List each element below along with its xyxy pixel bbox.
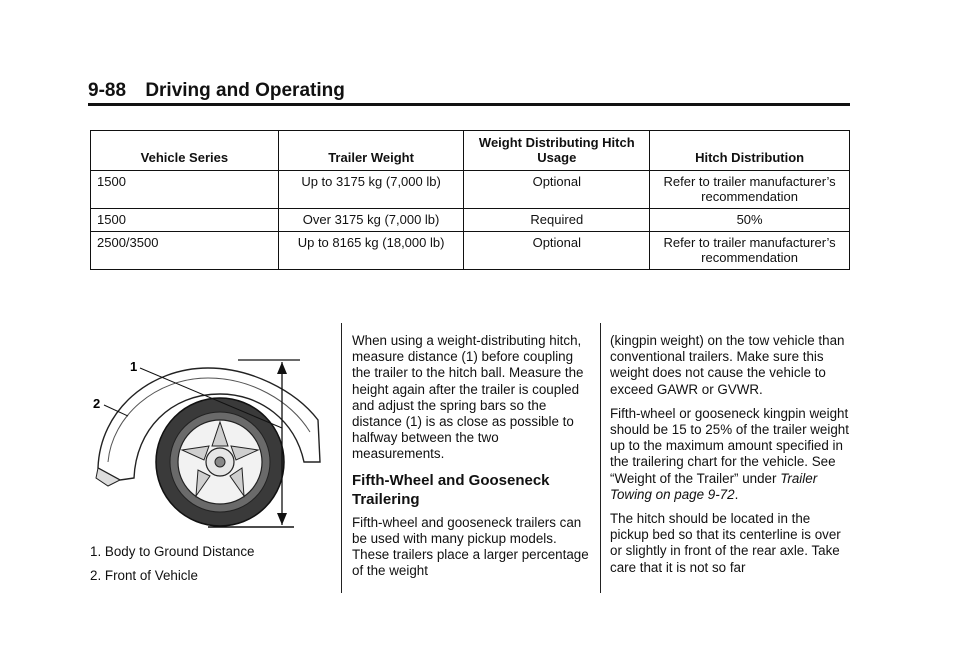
wheel-measurement-illustration: [90, 350, 330, 530]
table-cell: Optional: [464, 171, 650, 209]
table-header: Trailer Weight: [278, 131, 464, 171]
column-divider: [600, 323, 601, 593]
table-cell: Refer to trailer manufacturer’s recommendation: [650, 232, 850, 270]
paragraph-text: Fifth-wheel or gooseneck kingpin weight should be 15 to 25% of the trailer weight up to the maximum amount specified in the trailering chart for the vehicle. See “Weight of the Trailer” under: [610, 405, 849, 486]
column-divider: [341, 323, 342, 593]
caption-item: 1. Body to Ground Distance: [90, 544, 255, 559]
paragraph: [610, 406, 850, 503]
paragraph: The hitch should be located in the pickup bed so that its centerline is over or slightly in front of the rear axle. Take care that it is not so far: [610, 511, 841, 575]
page-header: [88, 80, 345, 102]
text-column-3: [610, 333, 850, 584]
paragraph: (kingpin weight) on the tow vehicle than conventional trailers. Make sure this weight does not cause the vehicle to exceed GAWR or GVWR.: [610, 333, 845, 397]
caption-item: 2. Front of Vehicle: [90, 568, 198, 584]
table-cell: Up to 3175 kg (7,000 lb): [278, 171, 464, 209]
table-cell: Refer to trailer manufacturer’s recommendation: [650, 171, 850, 209]
arrow-down-icon: [277, 513, 287, 525]
table-row: [91, 232, 850, 270]
arrow-up-icon: [277, 362, 287, 374]
trailer-weight-table: [90, 130, 850, 270]
table-cell: 2500/3500: [91, 232, 279, 270]
table-cell: Optional: [464, 232, 650, 270]
paragraph-end: .: [734, 486, 739, 502]
section-heading: Fifth-Wheel and Gooseneck Trailering: [352, 471, 550, 508]
page-reference-link[interactable]: Trailer Towing on page 9-72: [610, 470, 818, 502]
page-number: 9-88: [88, 80, 127, 101]
table-header: Hitch Distribution: [650, 131, 850, 171]
header-rule: [88, 103, 850, 106]
callout-1: 1: [130, 359, 138, 374]
figure-captions: [90, 544, 330, 592]
table-header-row: [91, 131, 850, 171]
hub-cap: [215, 457, 225, 467]
table-row: [91, 171, 850, 209]
table-header: Vehicle Series: [91, 131, 279, 171]
text-column-2: [352, 333, 590, 587]
table-row: [91, 209, 850, 232]
table-header: Weight Distributing Hitch Usage: [464, 131, 650, 171]
table-cell: Over 3175 kg (7,000 lb): [278, 209, 464, 232]
table-cell: 1500: [91, 171, 279, 209]
table-cell: 1500: [91, 209, 279, 232]
callout-2: 2: [93, 396, 101, 411]
paragraph: Fifth-wheel and gooseneck trailers can be used with many pickup models. These trailers place a larger percentage of the weight: [352, 514, 589, 579]
table-cell: Required: [464, 209, 650, 232]
paragraph: When using a weight-distributing hitch, measure distance (1) before coupling the trailer to the hitch ball. Measure the height again after the trailer is coupled and adjust the spring bars so the distance (1) is as close as possible to halfway between the two measurements.: [352, 333, 584, 462]
table-cell: Up to 8165 kg (18,000 lb): [278, 232, 464, 270]
table-cell: 50%: [650, 209, 850, 232]
section-title: Driving and Operating: [145, 80, 345, 101]
